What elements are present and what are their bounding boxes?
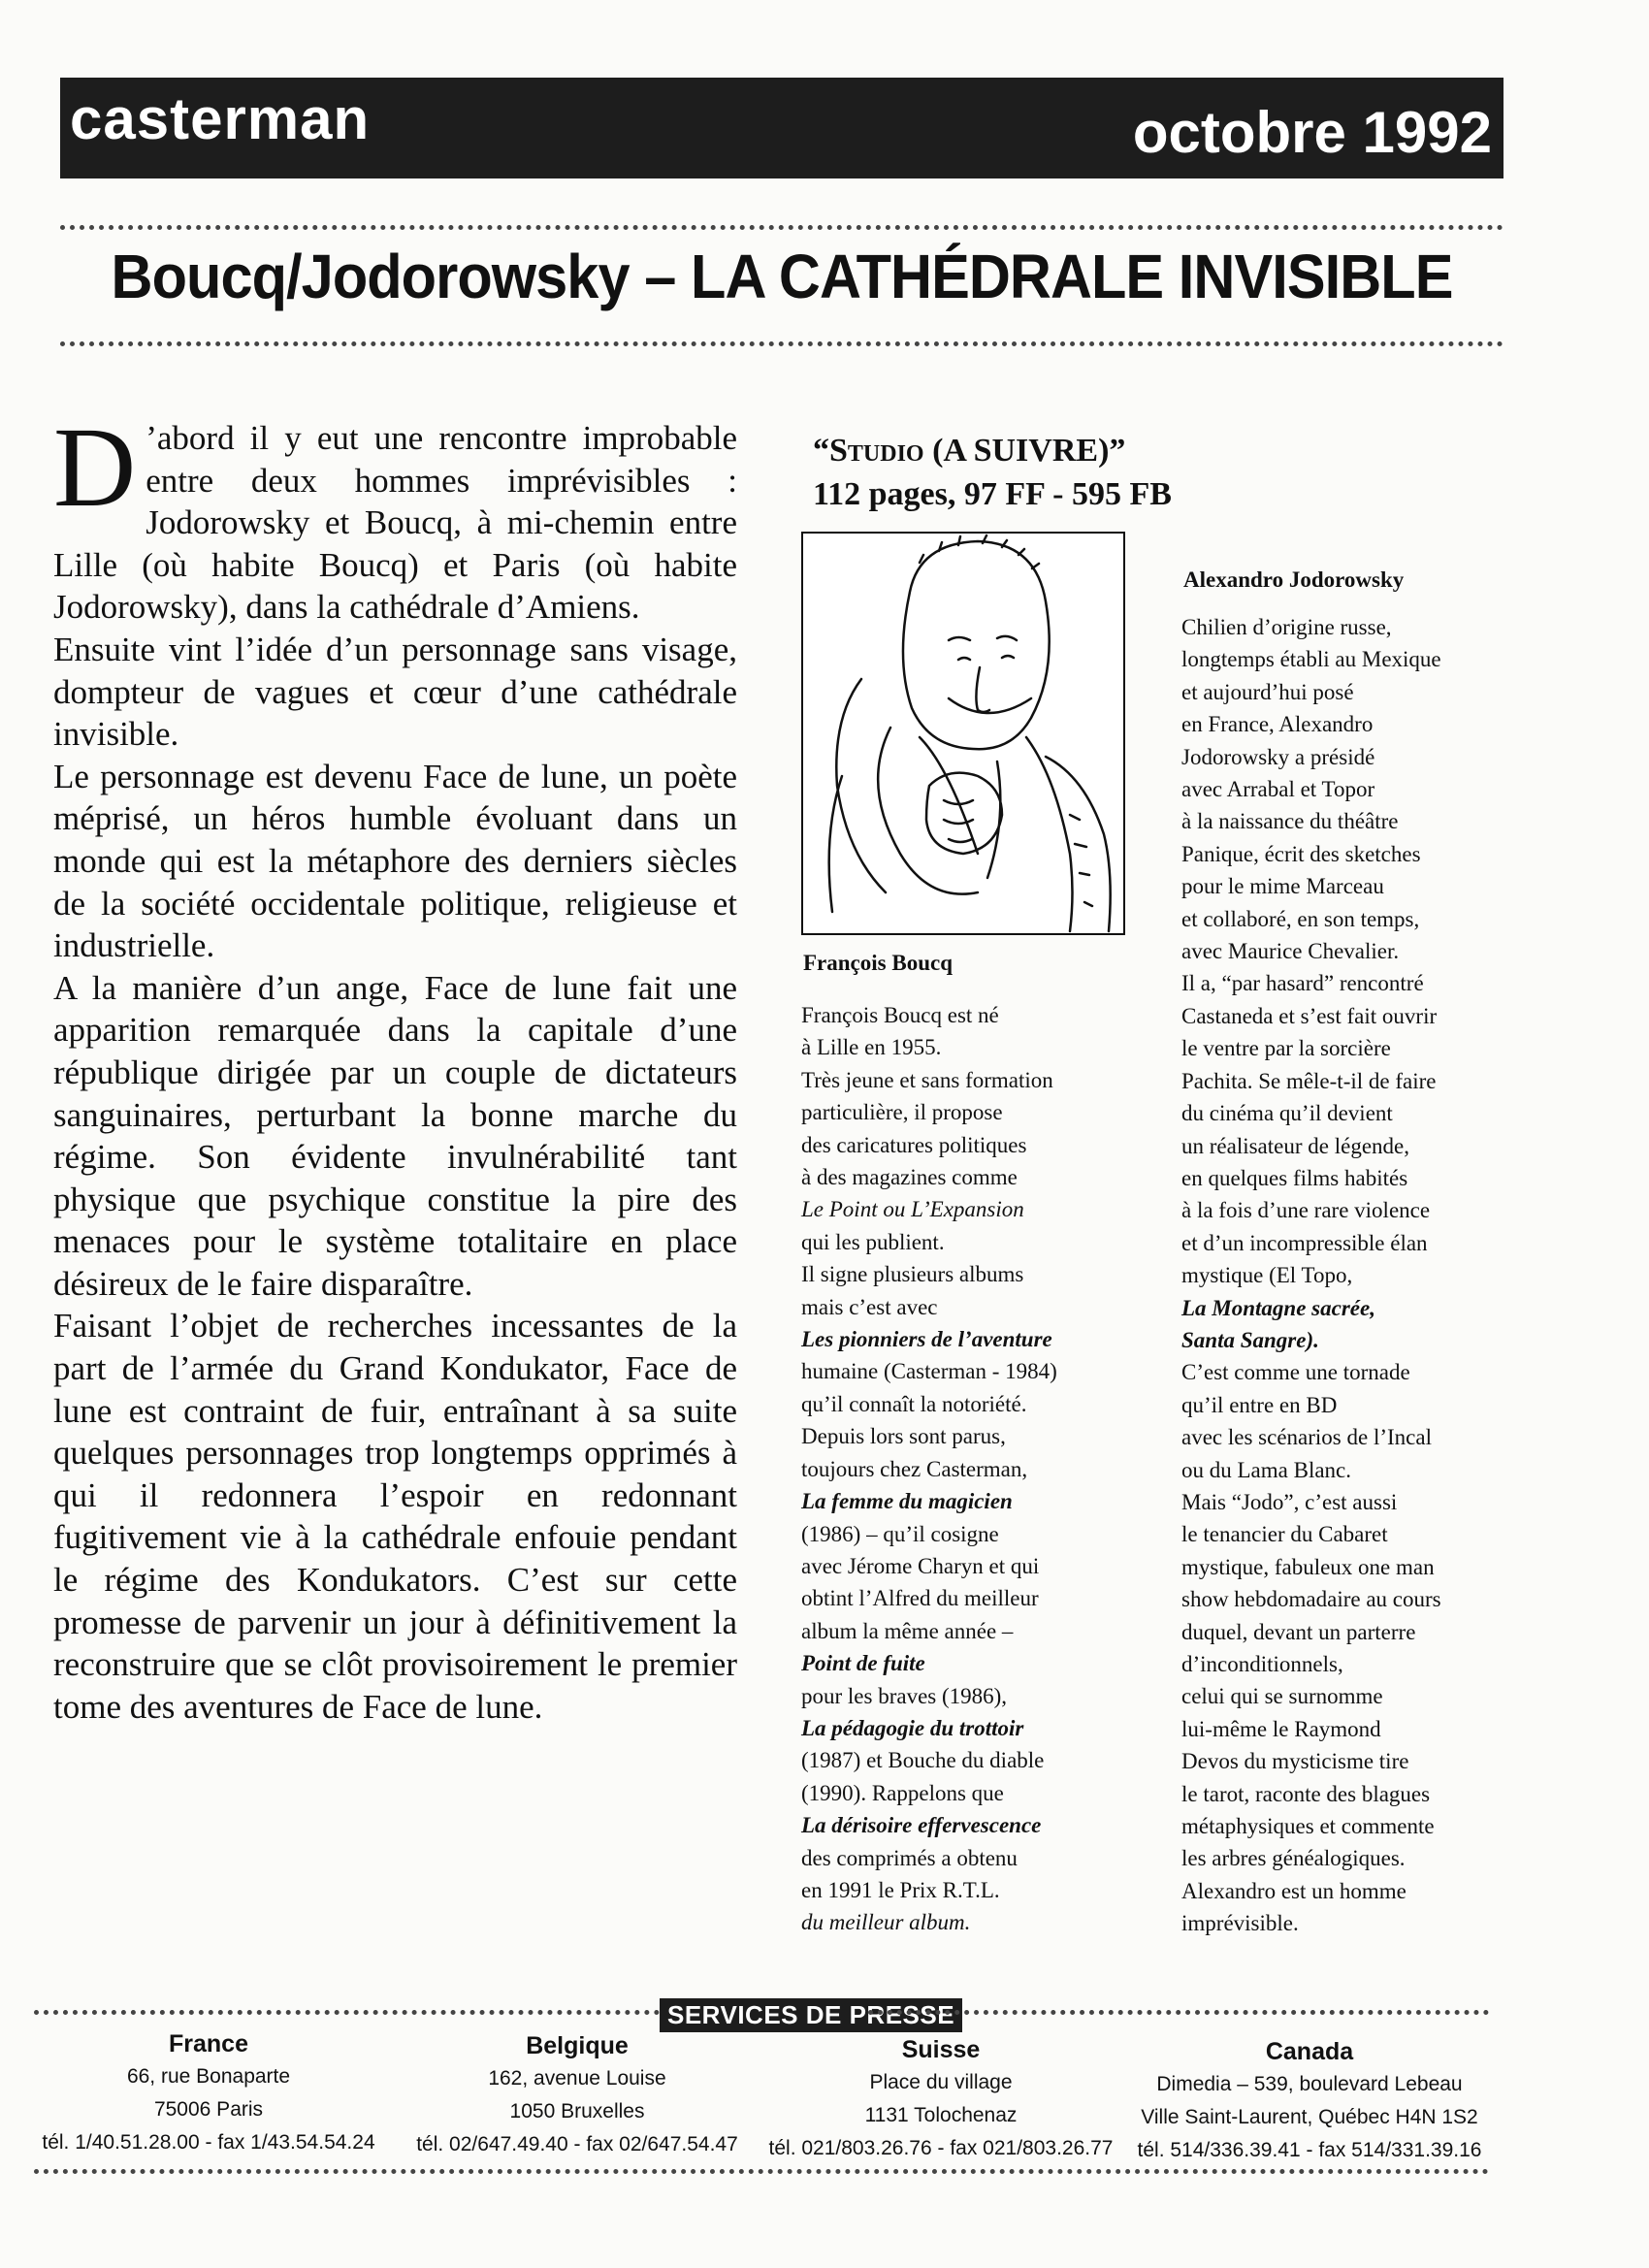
bio-line: Les pionniers de l’aventure [801, 1327, 1052, 1352]
press-services-label: SERVICES DE PRESSE [660, 1998, 962, 2032]
bio-line: avec Jérome Charyn et qui [801, 1553, 1040, 1578]
office-country: France [169, 2030, 248, 2057]
issue-date: octobre 1992 [1132, 100, 1492, 165]
dotted-divider [34, 2169, 1489, 2174]
publisher-name: casterman [70, 86, 371, 151]
office-france [29, 2027, 388, 2159]
bio-line: le tarot, raconte des blagues [1181, 1781, 1431, 1806]
office-address: Dimedia – 539, boulevard Lebeau [1156, 2073, 1463, 2095]
bio-line: Point de fuite [801, 1651, 925, 1676]
office-phone: tél. 021/803.26.76 - fax 021/803.26.77 [768, 2137, 1114, 2159]
bio-line: le ventre par la sorcière [1181, 1036, 1391, 1061]
bio-line: le tenancier du Cabaret [1181, 1522, 1388, 1547]
bio-line: Santa Sangre). [1181, 1327, 1319, 1352]
price-info: 112 pages, 97 FF - 595 FB [813, 476, 1172, 512]
bio-line: du meilleur album. [801, 1910, 971, 1935]
bio-line: les arbres généalogiques. [1181, 1846, 1406, 1871]
bio-line: Devos du mysticisme tire [1181, 1749, 1409, 1774]
office-city: 1050 Bruxelles [509, 2100, 645, 2122]
bio-line: (1986) – qu’il cosigne [801, 1521, 999, 1546]
bio-line: à des magazines comme [801, 1165, 1018, 1190]
bio-line: à la naissance du théâtre [1181, 809, 1399, 834]
bio-line: La femme du magicien [801, 1489, 1013, 1514]
office-address: Place du village [869, 2071, 1013, 2093]
office-phone: tél. 514/336.39.41 - fax 514/331.39.16 [1137, 2139, 1482, 2161]
dotted-divider [868, 2010, 1489, 2015]
dotted-divider [60, 225, 1504, 230]
bio-line: en France, Alexandro [1181, 712, 1374, 737]
bio-line: Il a, “par hasard” rencontré [1181, 971, 1424, 996]
dotted-divider [60, 341, 1504, 346]
portrait-sketch [803, 534, 1123, 933]
bio-line: François Boucq est né [801, 1003, 999, 1027]
bio-line: Mais “Jodo”, c’est aussi [1181, 1489, 1398, 1514]
office-phone: tél. 02/647.49.40 - fax 02/647.54.47 [416, 2133, 738, 2155]
paragraph-text: ’abord il y eut une rencontre improbable entre deux hommes imprévisibles : Jodorowsky et Boucq, à mi-chemin entre Lille (où habite Boucq) et Paris (où habite Jodorowsky), dans la cathédrale d’Amiens. [53, 419, 737, 627]
bio-line: Il signe plusieurs albums [801, 1262, 1024, 1287]
bio-line: pour les braves (1986), [801, 1683, 1008, 1708]
office-address: 66, rue Bonaparte [126, 2065, 291, 2088]
bio-line: obtint l’Alfred du meilleur [801, 1586, 1039, 1611]
bio-line: celui qui se surnomme [1181, 1684, 1383, 1709]
bio-line: C’est comme une tornade [1181, 1360, 1410, 1385]
bio-line: Jodorowsky a présidé [1181, 744, 1375, 769]
bio-line: (1990). Rappelons que [801, 1780, 1004, 1805]
bio-line: (1987) et Bouche du diable [801, 1748, 1045, 1773]
bio-line: longtemps établi au Mexique [1181, 647, 1441, 672]
office-belgium [398, 2029, 757, 2161]
publication-info [813, 429, 1240, 516]
masthead-bar [60, 78, 1504, 178]
office-city: Ville Saint-Laurent, Québec H4N 1S2 [1141, 2106, 1478, 2128]
bio-line: Depuis lors sont parus, [801, 1424, 1006, 1449]
bio-line: mais c’est avec [801, 1294, 938, 1319]
office-country: Canada [1265, 2038, 1354, 2065]
bio-line: La pédagogie du trottoir [801, 1715, 1024, 1740]
bio-line: avec les scénarios de l’Incal [1181, 1425, 1432, 1450]
office-canada [1125, 2035, 1494, 2167]
paragraph: A la manière d’un ange, Face de lune fait une apparition remarquée dans la capitale d’une république dirigée par un couple de dictateurs sanguinaires, perturbant la bonne marche du régime. Son évidente invulnérabilité tant physique que psychique constitue la pire des menaces pour le système totalitaire en place désireux de le faire disparaître. [53, 968, 737, 1303]
paragraph: Ensuite vint l’idée d’un personnage sans visage, dompteur de vagues et cœur d’une cathédrale invisible. [53, 630, 737, 754]
bio-line: des caricatures politiques [801, 1132, 1027, 1157]
bio-line: show hebdomadaire au cours [1181, 1587, 1441, 1612]
bio-line: pour le mime Marceau [1181, 874, 1384, 899]
bio-line: qu’il connaît la notoriété. [801, 1391, 1027, 1416]
boucq-heading: François Boucq [803, 951, 953, 975]
bio-line: mystique (El Topo, [1181, 1263, 1353, 1288]
collection-name: “Studio (A SUIVRE)” [813, 433, 1126, 469]
bio-line: d’inconditionnels, [1181, 1652, 1343, 1676]
bio-line: particulière, il propose [801, 1100, 1003, 1125]
bio-line: qui les publient. [801, 1229, 945, 1254]
paragraph: Faisant l’objet de recherches incessantes de la part de l’armée du Grand Kondukator, Face de lune est contraint de fuir, entraînant à sa suite quelques personnages trop longtemps opprimés à qui il redonnera l’espoir en redonnant fugitivement vie à la cathédrale enfouie pendant le régime des Kondukators. C’est sur cette promesse de parvenir un jour à définitivement la reconstruire que se clôt provisoirement le premier tome des aventures de Face de lune. [53, 1307, 737, 1726]
bio-line: avec Arrabal et Topor [1181, 777, 1375, 802]
bio-line: ou du Lama Blanc. [1181, 1457, 1352, 1482]
article-title: Boucq/Jodorowsky – LA CATHÉDRALE INVISIBLE [111, 242, 1453, 311]
jodorowsky-heading: Alexandro Jodorowsky [1183, 567, 1405, 592]
bio-line: lui-même le Raymond [1181, 1716, 1381, 1741]
office-address: 162, avenue Louise [488, 2067, 666, 2090]
dotted-divider [34, 2010, 660, 2015]
office-switzerland [761, 2033, 1120, 2165]
bio-line: Le Point ou L’Expansion [801, 1197, 1024, 1222]
bio-line: un réalisateur de légende, [1181, 1133, 1409, 1158]
bio-line: avec Maurice Chevalier. [1181, 939, 1400, 964]
bio-line: album la même année – [801, 1618, 1014, 1643]
bio-line: Panique, écrit des sketches [1181, 841, 1421, 866]
bio-line: imprévisible. [1181, 1911, 1299, 1936]
bio-line: duquel, devant un parterre [1181, 1619, 1416, 1644]
bio-line: qu’il entre en BD [1181, 1392, 1338, 1417]
bio-line: en quelques films habités [1181, 1165, 1408, 1190]
bio-line: du cinéma qu’il devient [1181, 1101, 1393, 1126]
office-city: 75006 Paris [153, 2098, 264, 2121]
office-city: 1131 Tolochenaz [864, 2104, 1018, 2126]
jodorowsky-bio [1181, 611, 1511, 1940]
bio-line: et d’un incompressible élan [1181, 1230, 1428, 1255]
bio-line: et aujourd’hui posé [1181, 679, 1354, 704]
bio-line: en 1991 le Prix R.T.L. [801, 1877, 1000, 1902]
bio-line: des comprimés a obtenu [801, 1845, 1018, 1870]
bio-line: Alexandro est un homme [1181, 1878, 1406, 1903]
bio-line: Pachita. Se mêle-t-il de faire [1181, 1068, 1437, 1093]
bio-line: Très jeune et sans formation [801, 1067, 1053, 1092]
bio-line: La dérisoire effervescence [801, 1813, 1042, 1838]
bio-line: toujours chez Casterman, [801, 1456, 1028, 1481]
bio-line: Chilien d’origine russe, [1181, 615, 1392, 639]
drop-cap: D [53, 404, 137, 531]
bio-line: et collaboré, en son temps, [1181, 906, 1420, 931]
article-body [53, 404, 737, 1728]
bio-line: humaine (Casterman - 1984) [801, 1359, 1057, 1384]
paragraph: Le personnage est devenu Face de lune, un poète méprisé, un héros humble évoluant dans un monde qui est la métaphore des derniers siècles de la société occidentale politique, religieuse et industrielle. [53, 757, 737, 965]
bio-line: Castaneda et s’est fait ouvrir [1181, 1003, 1438, 1028]
paragraph [53, 404, 737, 629]
bio-line: à Lille en 1955. [801, 1035, 942, 1060]
bio-line: à la fois d’une rare violence [1181, 1198, 1431, 1223]
office-phone: tél. 1/40.51.28.00 - fax 1/43.54.54.24 [42, 2131, 375, 2154]
office-country: Belgique [526, 2032, 629, 2059]
office-country: Suisse [901, 2036, 981, 2063]
bio-line: La Montagne sacrée, [1181, 1295, 1375, 1320]
bio-line: mystique, fabuleux one man [1181, 1554, 1435, 1579]
boucq-portrait-illustration [801, 532, 1125, 935]
bio-line: métaphysiques et commente [1181, 1814, 1435, 1839]
boucq-bio [801, 999, 1121, 1939]
